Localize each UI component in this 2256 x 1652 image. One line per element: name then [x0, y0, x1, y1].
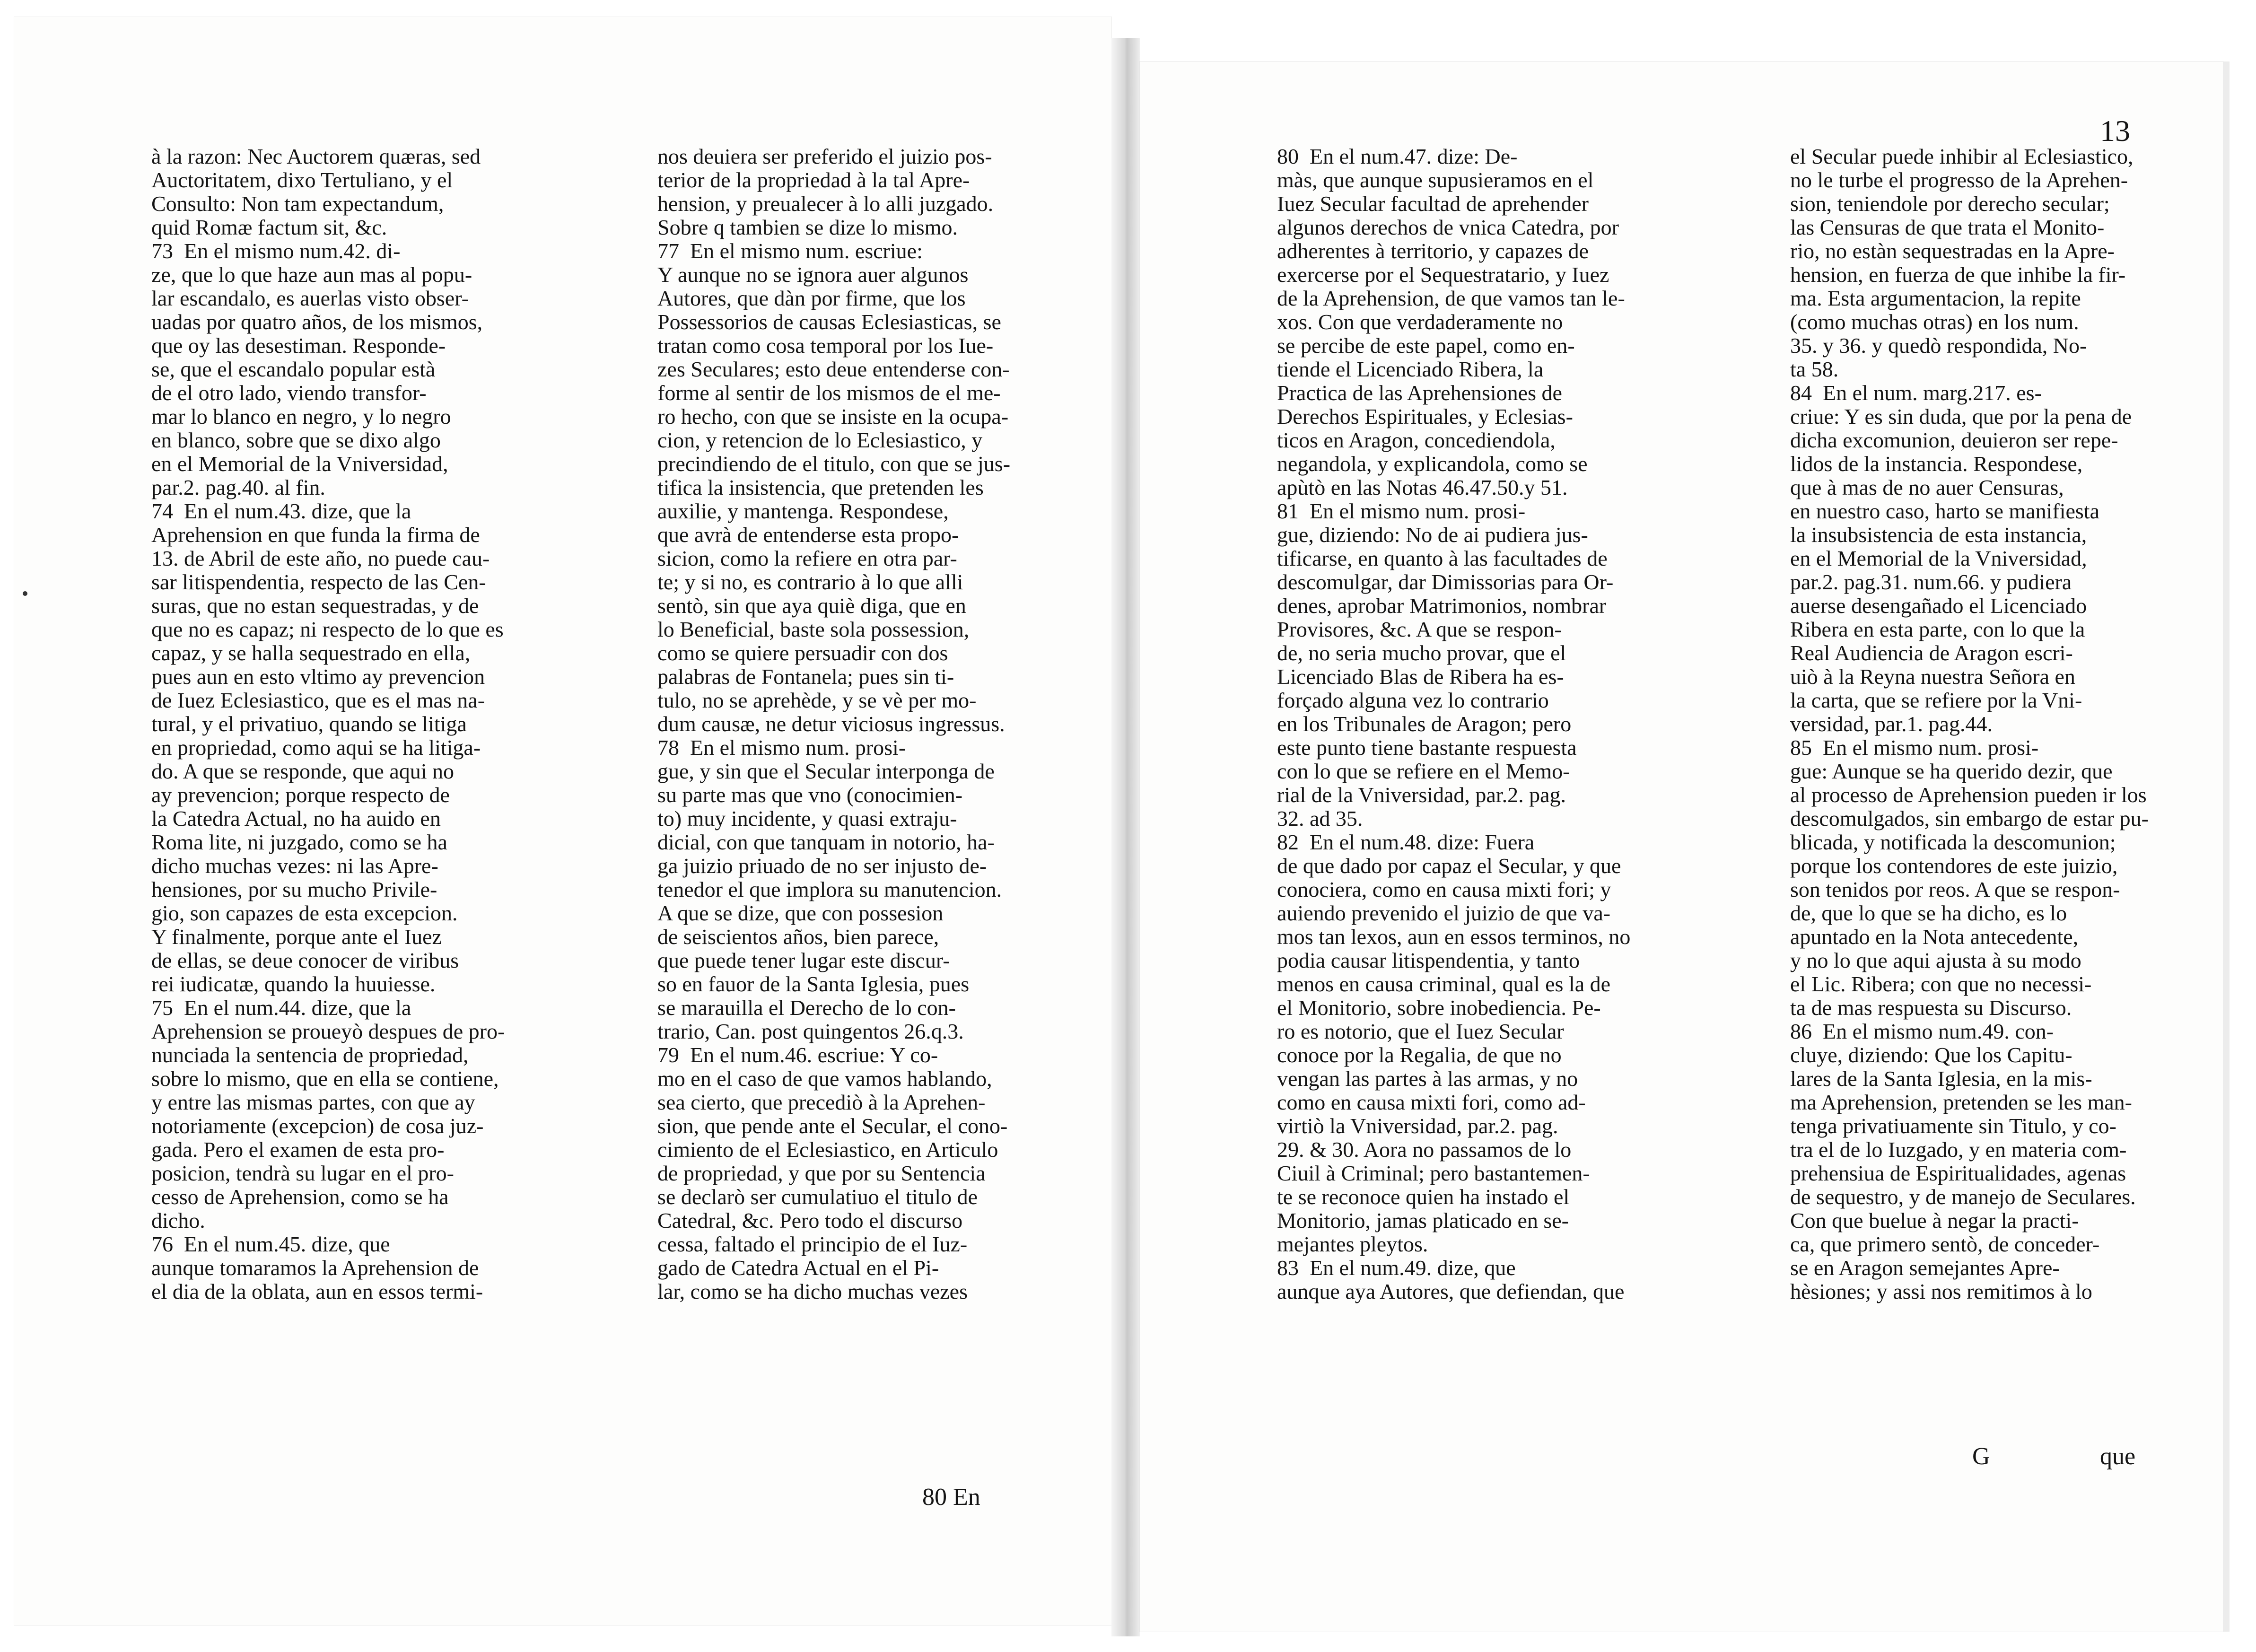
text-line: cesso de Aprehension, como se ha: [151, 1185, 449, 1209]
text-line: quid Romæ factum sit, &c.: [151, 216, 387, 239]
text-line: con lo que se refiere en el Memo-: [1277, 760, 1570, 783]
text-line: hension, y preualecer à lo alli juzgado.: [657, 192, 994, 216]
text-line: Real Audiencia de Aragon escri-: [1790, 641, 2073, 665]
text-line: dicha excomunion, deuieron ser repe-: [1790, 428, 2118, 452]
text-line: mar lo blanco en negro, y lo negro: [151, 405, 451, 428]
text-line: ta 58.: [1790, 358, 1839, 381]
text-line: te; y si no, es contrario à lo que alli: [657, 570, 963, 594]
text-line: en nuestro caso, harto se manifiesta: [1790, 499, 2099, 523]
text-line: 75 En el num.44. dize, que la: [151, 996, 411, 1020]
text-line: adherentes à territorio, y capazes de: [1277, 239, 1589, 263]
text-line: Aprehension se proueyò despues de pro-: [151, 1020, 505, 1043]
text-line: de, que lo que se ha dicho, es lo: [1790, 901, 2067, 925]
text-line: uiò à la Reyna nuestra Señora en: [1790, 665, 2075, 689]
text-line: à la razon: Nec Auctorem quæras, sed: [151, 145, 481, 168]
text-line: lares de la Santa Iglesia, en la mis-: [1790, 1067, 2092, 1091]
text-line: palabras de Fontanela; pues sin ti-: [657, 665, 954, 689]
text-line: 84 En el num. marg.217. es-: [1790, 381, 2042, 405]
text-line: descomulgar, dar Dimissorias para Or-: [1277, 570, 1614, 594]
text-line: prehensiua de Espiritualidades, agenas: [1790, 1162, 2126, 1185]
text-line: lidos de la instancia. Respondese,: [1790, 452, 2083, 476]
text-line: ta de mas respuesta su Discurso.: [1790, 996, 2072, 1020]
text-line: criue: Y es sin duda, que por la pena de: [1790, 405, 2132, 428]
text-line: nunciada la sentencia de propriedad,: [151, 1043, 469, 1067]
text-line: hension, en fuerza de que inhibe la fir-: [1790, 263, 2126, 287]
text-line: te se reconoce quien ha instado el: [1277, 1185, 1570, 1209]
catchword: que: [2100, 1443, 2136, 1470]
text-line: ro hecho, con que se insiste en la ocupa-: [657, 405, 1009, 428]
text-line: 82 En el num.48. dize: Fuera: [1277, 830, 1535, 854]
text-line: lo Beneficial, baste sola possession,: [657, 618, 970, 641]
left-column-1: [151, 145, 634, 1303]
text-line: tra el de lo Iuzgado, y en materia com-: [1790, 1138, 2127, 1162]
text-line: de sequestro, y de manejo de Seculares.: [1790, 1185, 2136, 1209]
text-line: vengan las partes à las armas, y no: [1277, 1067, 1578, 1091]
text-line: cluye, diziendo: Que los Capitu-: [1790, 1043, 2072, 1067]
text-line: ro es notorio, que el Iuez Secular: [1277, 1020, 1564, 1043]
text-line: Roma lite, ni juzgado, como se ha: [151, 830, 447, 854]
text-line: par.2. pag.40. al fin.: [151, 476, 325, 499]
text-line: forçado alguna vez lo contrario: [1277, 689, 1549, 712]
text-line: pues aun en esto vltimo ay prevencion: [151, 665, 485, 689]
text-line: gue, y sin que el Secular interponga de: [657, 760, 995, 783]
text-line: 76 En el num.45. dize, que: [151, 1232, 390, 1256]
text-line: aunque aya Autores, que defiendan, que: [1277, 1280, 1625, 1303]
text-line: no le turbe el progresso de la Aprehen-: [1790, 168, 2128, 192]
text-line: este punto tiene bastante respuesta: [1277, 736, 1577, 760]
text-line: en propriedad, como aqui se ha litiga-: [151, 736, 481, 760]
text-line: 83 En el num.49. dize, que: [1277, 1256, 1516, 1280]
text-line: màs, que aunque supusieramos en el: [1277, 168, 1594, 192]
text-line: 81 En el mismo num. prosi-: [1277, 499, 1526, 523]
text-line: apuntado en la Nota antecedente,: [1790, 925, 2079, 949]
left-page: [14, 17, 1111, 1625]
text-line: forme al sentir de los mismos de el me-: [657, 381, 1001, 405]
text-line: se percibe de este papel, como en-: [1277, 334, 1575, 358]
text-line: ga juizio priuado de no ser injusto de-: [657, 854, 987, 878]
text-line: que avrà de entenderse esta propo-: [657, 523, 959, 547]
text-line: auiendo prevenido el juizio de que va-: [1277, 901, 1611, 925]
text-line: tifica la insistencia, que pretenden les: [657, 476, 984, 499]
margin-dot: [23, 591, 27, 596]
text-line: Ciuil à Criminal; pero bastantemen-: [1277, 1162, 1590, 1185]
text-line: tificarse, en quanto à las facultades de: [1277, 547, 1608, 570]
text-line: dicho.: [151, 1209, 205, 1232]
text-line: descomulgados, sin embargo de estar pu-: [1790, 807, 2149, 830]
text-line: cimiento de el Eclesiastico, en Articulo: [657, 1138, 998, 1162]
signature-mark: G: [1972, 1443, 1990, 1470]
right-page: [1140, 61, 2223, 1632]
text-line: 78 En el mismo num. prosi-: [657, 736, 906, 760]
text-line: do. A que se responde, que aqui no: [151, 760, 455, 783]
text-line: Possessorios de causas Eclesiasticas, se: [657, 310, 1001, 334]
text-line: Consulto: Non tam expectandum,: [151, 192, 444, 216]
text-line: apùtò en las Notas 46.47.50.y 51.: [1277, 476, 1568, 499]
text-line: 74 En el num.43. dize, que la: [151, 499, 411, 523]
text-line: de que dado por capaz el Secular, y que: [1277, 854, 1621, 878]
text-line: sion, teniendole por derecho secular;: [1790, 192, 2110, 216]
text-line: Autores, que dàn por firme, que los: [657, 287, 966, 310]
text-line: tratan como cosa temporal por los Iue-: [657, 334, 994, 358]
text-line: las Censuras de que trata el Monito-: [1790, 216, 2105, 239]
text-line: Sobre q tambien se dize lo mismo.: [657, 216, 958, 239]
text-line: terior de la propriedad à la tal Apre-: [657, 168, 970, 192]
text-line: 29. & 30. Aora no passamos de lo: [1277, 1138, 1572, 1162]
text-line: el dia de la oblata, aun en essos termi-: [151, 1280, 483, 1303]
text-line: se, que el escandalo popular està: [151, 358, 436, 381]
right-column-1: [1277, 145, 1778, 1303]
text-line: de propriedad, y que por su Sentencia: [657, 1162, 986, 1185]
text-line: ay prevencion; porque respecto de: [151, 783, 450, 807]
text-line: sentò, sin que aya quiè diga, que en: [657, 594, 966, 618]
text-line: cessa, faltado el principio de el Iuz-: [657, 1232, 968, 1256]
text-line: virtiò la Vniversidad, par.2. pag.: [1277, 1114, 1558, 1138]
text-line: la carta, que se refiere por la Vni-: [1790, 689, 2082, 712]
text-line: menos en causa criminal, qual es la de: [1277, 972, 1611, 996]
text-line: 85 En el mismo num. prosi-: [1790, 736, 2039, 760]
text-line: xos. Con que verdaderamente no: [1277, 310, 1563, 334]
text-line: ma Aprehension, pretenden se les man-: [1790, 1091, 2132, 1114]
text-line: uadas por quatro años, de los mismos,: [151, 310, 483, 334]
text-line: dicho muchas vezes: ni las Apre-: [151, 854, 438, 878]
text-line: la insubsistencia de esta instancia,: [1790, 523, 2087, 547]
text-line: tenedor el que implora su manutencion.: [657, 878, 1002, 901]
text-line: conociera, como en causa mixti fori; y: [1277, 878, 1611, 901]
catchword: 80 En: [922, 1484, 980, 1511]
text-line: ze, que lo que haze aun mas al popu-: [151, 263, 472, 287]
text-line: al processo de Aprehension pueden ir los: [1790, 783, 2147, 807]
book-gutter: [1111, 38, 1140, 1636]
text-line: 13. de Abril de este año, no puede cau-: [151, 547, 490, 570]
text-line: tural, y el privatiuo, quando se litiga: [151, 712, 467, 736]
text-line: conoce por la Regalia, de que no: [1277, 1043, 1562, 1067]
text-line: sobre lo mismo, que en ella se contiene,: [151, 1067, 499, 1091]
text-line: la Catedra Actual, no ha auido en: [151, 807, 441, 830]
text-line: negandola, y explicandola, como se: [1277, 452, 1588, 476]
text-line: A que se dize, que con possesion: [657, 901, 944, 925]
text-line: que à mas de no auer Censuras,: [1790, 476, 2064, 499]
text-line: Practica de las Aprehensiones de: [1277, 381, 1562, 405]
text-line: Y finalmente, porque ante el Iuez: [151, 925, 442, 949]
text-line: de la Aprehension, de que vamos tan le-: [1277, 287, 1625, 310]
text-line: Ribera en esta parte, con lo que la: [1790, 618, 2085, 641]
text-line: Auctoritatem, dixo Tertuliano, y el: [151, 168, 453, 192]
text-line: auerse desengañado el Licenciado: [1790, 594, 2087, 618]
text-line: rio, no estàn sequestradas en la Apre-: [1790, 239, 2115, 263]
text-line: tiende el Licenciado Ribera, la: [1277, 358, 1544, 381]
text-line: sea cierto, que precediò à la Aprehen-: [657, 1091, 986, 1114]
text-line: que oy las desestiman. Responde-: [151, 334, 446, 358]
page-edge: [2223, 61, 2230, 1632]
text-line: que no es capaz; ni respecto de lo que es: [151, 618, 504, 641]
text-line: en el Memorial de la Vniversidad,: [1790, 547, 2087, 570]
text-line: se declarò ser cumulatiuo el titulo de: [657, 1185, 978, 1209]
text-line: dicial, con que tanquam in notorio, ha-: [657, 830, 995, 854]
text-line: so en fauor de la Santa Iglesia, pues: [657, 972, 970, 996]
text-line: gio, son capazes de esta excepcion.: [151, 901, 458, 925]
text-line: tulo, no se aprehède, y se vè per mo-: [657, 689, 977, 712]
text-line: posicion, tendrà su lugar en el pro-: [151, 1162, 454, 1185]
text-line: rial de la Vniversidad, par.2. pag.: [1277, 783, 1566, 807]
text-line: gue: Aunque se ha querido dezir, que: [1790, 760, 2113, 783]
text-line: 32. ad 35.: [1277, 807, 1363, 830]
text-line: en el Memorial de la Vniversidad,: [151, 452, 448, 476]
text-line: mejantes pleytos.: [1277, 1232, 1428, 1256]
text-line: el Monitorio, sobre inobediencia. Pe-: [1277, 996, 1601, 1020]
text-line: que puede tener lugar este discur-: [657, 949, 950, 972]
text-line: trario, Can. post quingentos 26.q.3.: [657, 1020, 964, 1043]
text-line: sicion, como la refiere en otra par-: [657, 547, 957, 570]
text-line: to) muy incidente, y quasi extraju-: [657, 807, 957, 830]
text-line: exercerse por el Sequestratario, y Iuez: [1277, 263, 1609, 287]
text-line: de seiscientos años, bien parece,: [657, 925, 939, 949]
text-line: ma. Esta argumentacion, la repite: [1790, 287, 2081, 310]
text-line: blicada, y notificada la descomunion;: [1790, 830, 2116, 854]
right-column-2: [1790, 145, 2178, 1303]
left-column-2: [657, 145, 1036, 1303]
text-line: de el otro lado, viendo transfor-: [151, 381, 427, 405]
text-line: suras, que no estan sequestradas, y de: [151, 594, 479, 618]
text-line: porque los contendores de este juizio,: [1790, 854, 2118, 878]
text-line: aunque tomaramos la Aprehension de: [151, 1256, 479, 1280]
text-line: hensiones, por su mucho Privile-: [151, 878, 437, 901]
text-line: y entre las mismas partes, con que ay: [151, 1091, 475, 1114]
text-line: se marauilla el Derecho de lo con-: [657, 996, 956, 1020]
text-line: Y aunque no se ignora auer algunos: [657, 263, 969, 287]
text-line: sar litispendentia, respecto de las Cen-: [151, 570, 486, 594]
text-line: el Secular puede inhibir al Eclesiastico,: [1790, 145, 2134, 168]
text-line: nos deuiera ser preferido el juizio pos-: [657, 145, 992, 168]
text-line: precindiendo de el titulo, con que se jus-: [657, 452, 1011, 476]
text-line: 35. y 36. y quedò respondida, No-: [1790, 334, 2087, 358]
text-line: mos tan lexos, aun en essos terminos, no: [1277, 925, 1631, 949]
text-line: cion, y retencion de lo Eclesiastico, y: [657, 428, 983, 452]
text-line: mo en el caso de que vamos hablando,: [657, 1067, 992, 1091]
text-line: Con que buelue à negar la practi-: [1790, 1209, 2079, 1232]
text-line: Licenciado Blas de Ribera ha es-: [1277, 665, 1564, 689]
text-line: se en Aragon semejantes Apre-: [1790, 1256, 2060, 1280]
page-number: 13: [2100, 114, 2130, 148]
text-line: Derechos Espirituales, y Eclesias-: [1277, 405, 1573, 428]
text-line: Iuez Secular facultad de aprehender: [1277, 192, 1589, 216]
text-line: tenga privatiuamente sin Titulo, y co-: [1790, 1114, 2116, 1138]
text-line: como se quiere persuadir con dos: [657, 641, 948, 665]
text-line: su parte mas que vno (conocimien-: [657, 783, 963, 807]
text-line: en blanco, sobre que se dixo algo: [151, 428, 441, 452]
text-line: zes Seculares; esto deue entenderse con-: [657, 358, 1010, 381]
text-line: gue, diziendo: No de ai pudiera jus-: [1277, 523, 1588, 547]
text-line: dum causæ, ne detur viciosus ingressus.: [657, 712, 1005, 736]
text-line: Aprehension en que funda la firma de: [151, 523, 480, 547]
text-line: notoriamente (excepcion) de cosa juz-: [151, 1114, 484, 1138]
text-line: en los Tribunales de Aragon; pero: [1277, 712, 1572, 736]
text-line: versidad, par.1. pag.44.: [1790, 712, 1993, 736]
text-line: denes, aprobar Matrimonios, nombrar: [1277, 594, 1607, 618]
text-line: auxilie, y mantenga. Respondese,: [657, 499, 949, 523]
text-line: Provisores, &c. A que se respon-: [1277, 618, 1562, 641]
text-line: son tenidos por reos. A que se respon-: [1790, 878, 2120, 901]
text-line: el Lic. Ribera; con que no necessi-: [1790, 972, 2092, 996]
text-line: ticos en Aragon, concediendola,: [1277, 428, 1556, 452]
text-line: par.2. pag.31. num.66. y pudiera: [1790, 570, 2072, 594]
text-line: 80 En el num.47. dize: De-: [1277, 145, 1518, 168]
text-line: y no lo que aqui ajusta à su modo: [1790, 949, 2081, 972]
text-line: 73 En el mismo num.42. di-: [151, 239, 401, 263]
text-line: 86 En el mismo num.49. con-: [1790, 1020, 2054, 1043]
text-line: gado de Catedra Actual en el Pi-: [657, 1256, 939, 1280]
text-line: 79 En el num.46. escriue: Y co-: [657, 1043, 938, 1067]
text-line: (como muchas otras) en los num.: [1790, 310, 2079, 334]
text-line: gada. Pero el examen de esta pro-: [151, 1138, 445, 1162]
text-line: Monitorio, jamas platicado en se-: [1277, 1209, 1569, 1232]
text-line: sion, que pende ante el Secular, el cono-: [657, 1114, 1008, 1138]
text-line: lar, como se ha dicho muchas vezes: [657, 1280, 968, 1303]
text-line: de ellas, se deue conocer de viribus: [151, 949, 459, 972]
text-line: Catedral, &c. Pero todo el discurso: [657, 1209, 963, 1232]
text-line: de, no seria mucho provar, que el: [1277, 641, 1566, 665]
text-line: de Iuez Eclesiastico, que es el mas na-: [151, 689, 485, 712]
text-line: lar escandalo, es auerlas visto obser-: [151, 287, 469, 310]
text-line: como en causa mixti fori, como ad-: [1277, 1091, 1586, 1114]
text-line: capaz, y se halla sequestrado en ella,: [151, 641, 471, 665]
text-line: 77 En el mismo num. escriue:: [657, 239, 923, 263]
text-line: podia causar litispendentia, y tanto: [1277, 949, 1580, 972]
text-line: ca, que primero sentò, de conceder-: [1790, 1232, 2100, 1256]
text-line: rei iudicatæ, quando la huuiesse.: [151, 972, 436, 996]
text-line: algunos derechos de vnica Catedra, por: [1277, 216, 1619, 239]
text-line: hèsiones; y assi nos remitimos à lo: [1790, 1280, 2092, 1303]
